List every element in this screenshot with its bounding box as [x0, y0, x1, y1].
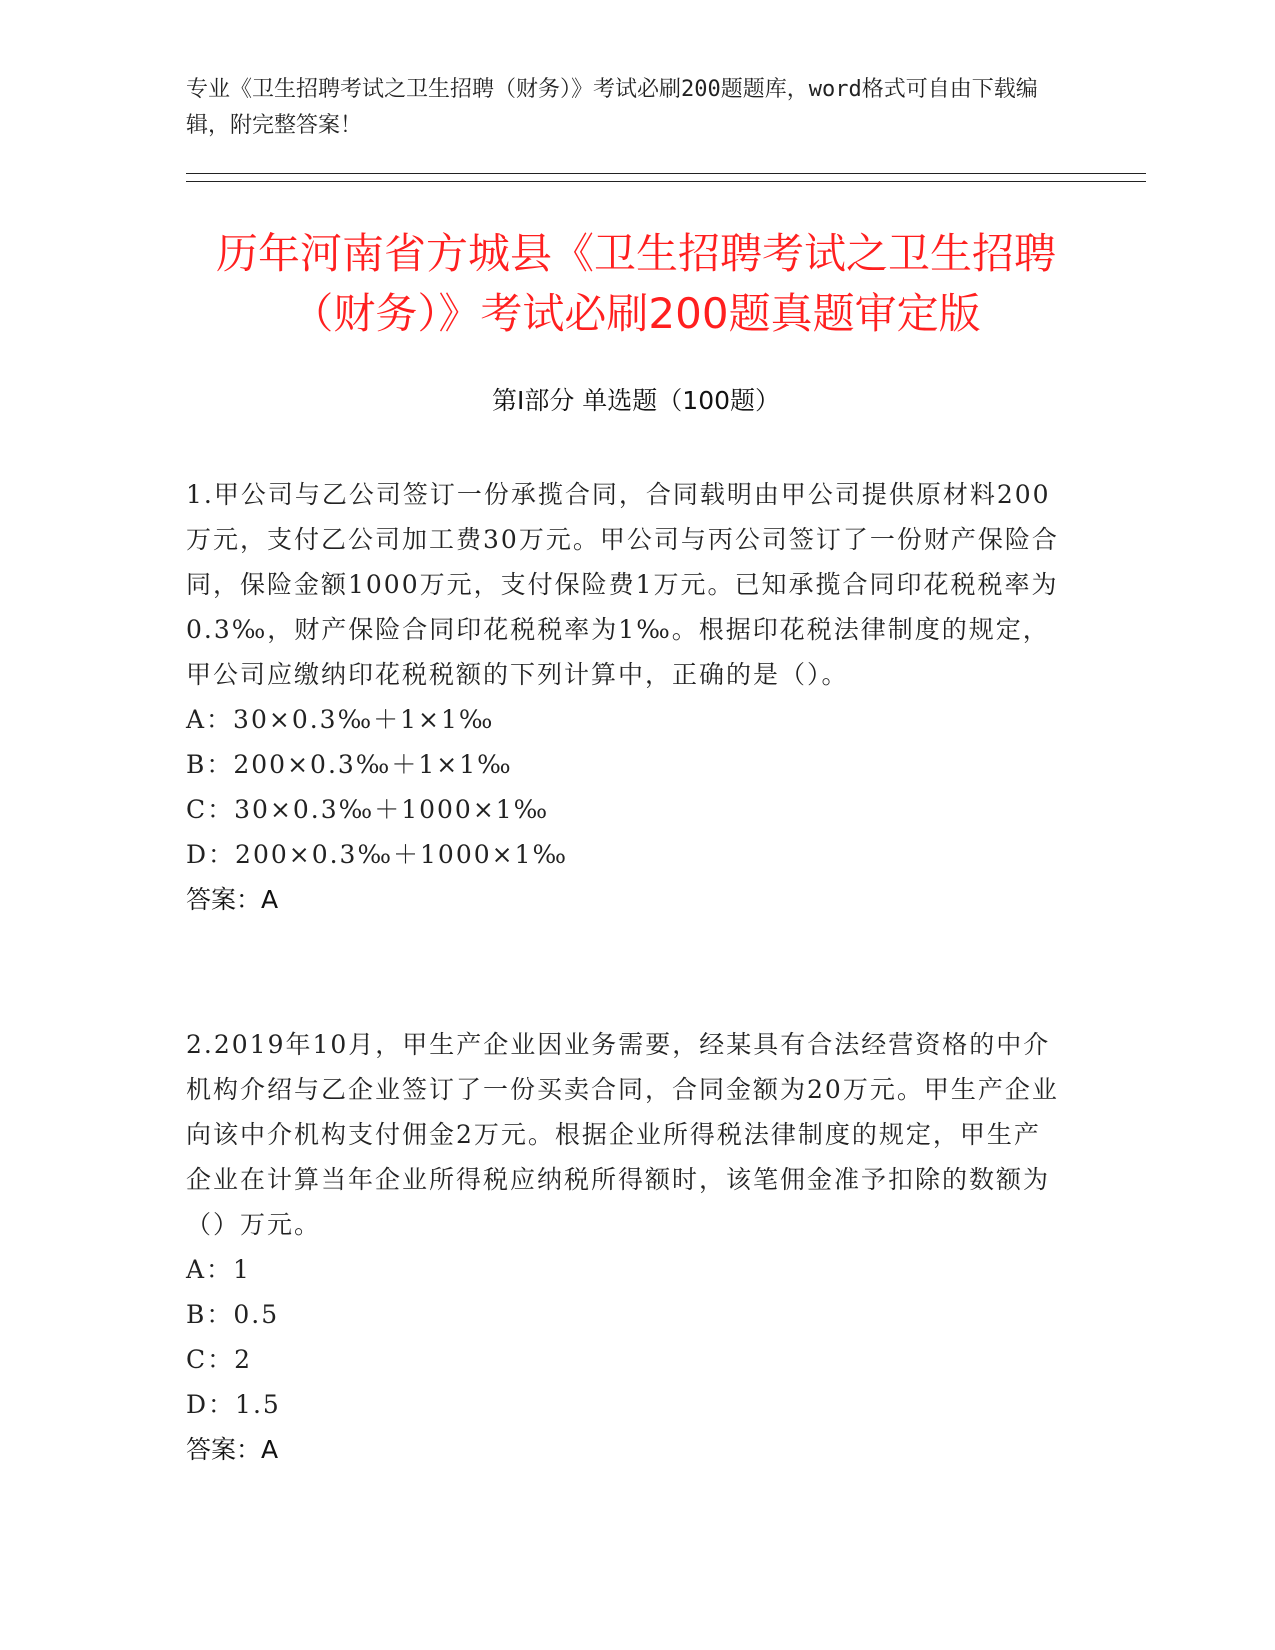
- option-list: [186, 697, 1066, 877]
- section-title: 第Ⅰ部分 单选题（100题）: [491, 386, 781, 415]
- option-c[interactable]: C：2: [186, 1345, 253, 1374]
- option-b[interactable]: B：200×0.3‰＋1×1‰: [186, 750, 513, 779]
- question-2: [186, 1022, 1066, 1472]
- header-divider-bottom: [186, 181, 1146, 182]
- option-a[interactable]: A：1: [186, 1255, 251, 1284]
- question-text: 2.2019年10月，甲生产企业因业务需要，经某具有合法经营资格的中介机构介绍与乙企业签订了一份买卖合同，合同金额为20万元。甲生产企业向该中介机构支付佣金2万元。根据企业所得税法律制度的规定，甲生产企业在计算当年企业所得税应纳税所得额时，该笔佣金准予扣除的数额为（）万元。: [186, 1030, 1059, 1239]
- header-divider-top: [186, 173, 1146, 174]
- option-d[interactable]: D：1.5: [186, 1390, 281, 1419]
- answer-line: 答案：A: [186, 885, 279, 914]
- document-title: 历年河南省方城县《卫生招聘考试之卫生招聘（财务）》考试必刷200题真题审定版: [215, 229, 1056, 338]
- question-1: [186, 472, 1066, 922]
- option-c[interactable]: C：30×0.3‰＋1000×1‰: [186, 795, 550, 824]
- option-list: [186, 1247, 1066, 1427]
- option-a[interactable]: A：30×0.3‰＋1×1‰: [186, 705, 495, 734]
- option-b[interactable]: B：0.5: [186, 1300, 280, 1329]
- header-note: 专业《卫生招聘考试之卫生招聘（财务）》考试必刷200题题库，word格式可自由下载编辑，附完整答案！: [186, 77, 1038, 138]
- question-text: 1.甲公司与乙公司签订一份承揽合同，合同载明由甲公司提供原材料200万元，支付乙公司加工费30万元。甲公司与丙公司签订了一份财产保险合同，保险金额1000万元，支付保险费1万元。已知承揽合同印花税税率为0.3‰，财产保险合同印花税税率为1‰。根据印花税法律制度的规定，甲公司应缴纳印花税税额的下列计算中，正确的是（）。: [186, 480, 1059, 689]
- option-d[interactable]: D：200×0.3‰＋1000×1‰: [186, 840, 569, 869]
- answer-line: 答案：A: [186, 1435, 279, 1464]
